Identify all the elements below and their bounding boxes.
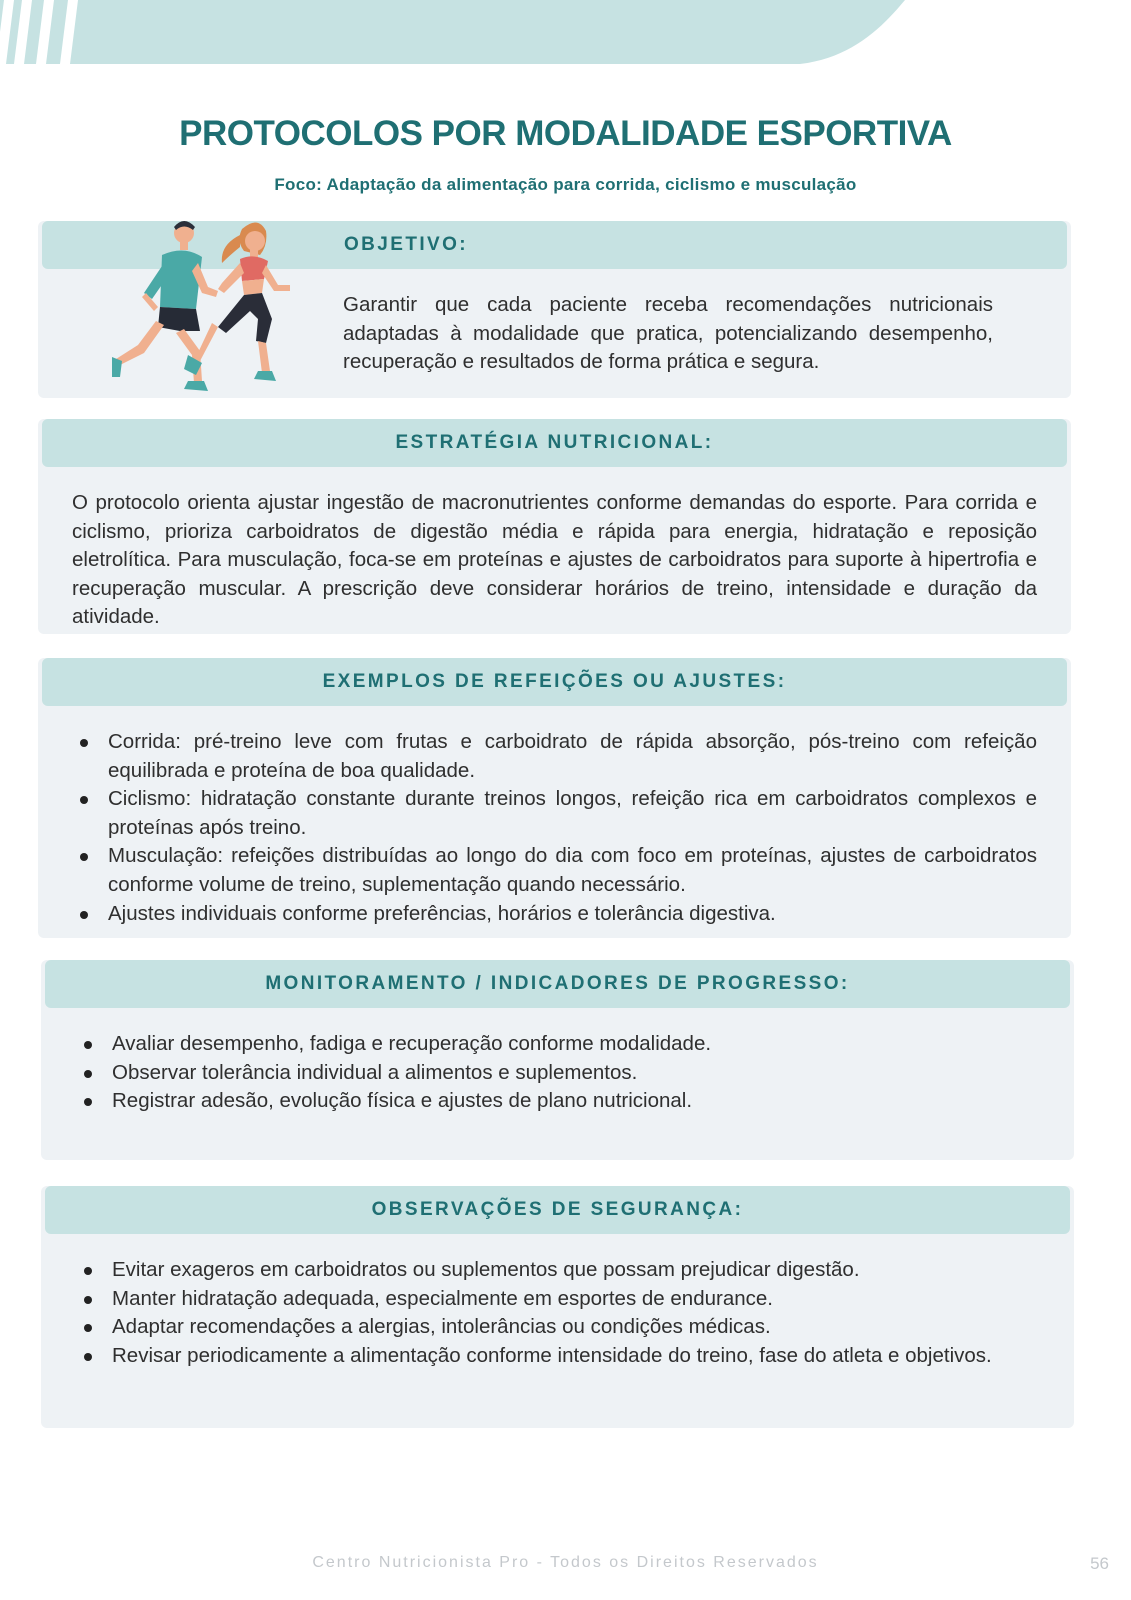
estrategia-heading: ESTRATÉGIA NUTRICIONAL: [42,419,1067,467]
monitoramento-heading: MONITORAMENTO / INDICADORES DE PROGRESSO: [45,960,1070,1008]
page-number: 56 [1090,1554,1109,1573]
footer-text: Centro Nutricionista Pro - Todos os Direitos Reservados [312,1554,819,1571]
objetivo-heading: OBJETIVO: [42,221,1067,269]
exemplos-card [38,658,1071,938]
page-subtitle: Foco: Adaptação da alimentação para corrida, ciclismo e musculação [274,175,857,194]
seguranca-heading: OBSERVAÇÕES DE SEGURANÇA: [45,1186,1070,1234]
list-item: Revisar periodicamente a alimentação conforme intensidade do treino, fase do atleta e objetivos. [76,1342,1041,1371]
page-title: PROTOCOLOS POR MODALIDADE ESPORTIVA [179,114,952,153]
female-runner-icon [184,222,290,381]
list-item: Avaliar desempenho, fadiga e recuperação conforme modalidade. [76,1030,1041,1059]
runners-illustration [100,215,300,405]
list-item: Observar tolerância individual a alimentos e suplementos. [76,1059,1041,1088]
estrategia-text: O protocolo orienta ajustar ingestão de macronutrientes conforme demandas do esporte. Para corrida e ciclismo, prioriza carboidratos de digestão média e rápida para energia, hidratação e reposição eletrolítica. Para musculação, foca-se em proteínas e ajustes de carboidratos para suporte à hipertrofia e recuperação muscular. A prescrição deve considerar horários de treino, intensidade e duração da atividade. [72,491,1037,629]
monitoramento-card [41,960,1074,1160]
exemplos-list [72,728,1037,928]
male-runner-icon [112,221,218,391]
seguranca-list [76,1256,1041,1370]
list-item: Corrida: pré-treino leve com frutas e carboidrato de rápida absorção, pós-treino com refeição equilibrada e proteína de boa qualidade. [72,728,1037,785]
monitoramento-list [76,1030,1041,1116]
list-item: Manter hidratação adequada, especialmente em esportes de endurance. [76,1285,1041,1314]
objetivo-text: Garantir que cada paciente receba recomendações nutricionais adaptadas à modalidade que pratica, potencializando desempenho, recuperação e resultados de forma prática e segura. [343,293,993,374]
estrategia-card [38,419,1071,634]
list-item: Ciclismo: hidratação constante durante treinos longos, refeição rica em carboidratos complexos e proteínas após treino. [72,785,1037,842]
top-decorative-band [0,0,1131,70]
list-item: Ajustes individuais conforme preferências, horários e tolerância digestiva. [72,900,1037,929]
seguranca-card [41,1186,1074,1428]
exemplos-heading: EXEMPLOS DE REFEIÇÕES OU AJUSTES: [42,658,1067,706]
list-item: Registrar adesão, evolução física e ajustes de plano nutricional. [76,1087,1041,1116]
list-item: Evitar exageros em carboidratos ou suplementos que possam prejudicar digestão. [76,1256,1041,1285]
list-item: Adaptar recomendações a alergias, intolerâncias ou condições médicas. [76,1313,1041,1342]
list-item: Musculação: refeições distribuídas ao longo do dia com foco em proteínas, ajustes de carboidratos conforme volume de treino, suplementação quando necessário. [72,842,1037,899]
